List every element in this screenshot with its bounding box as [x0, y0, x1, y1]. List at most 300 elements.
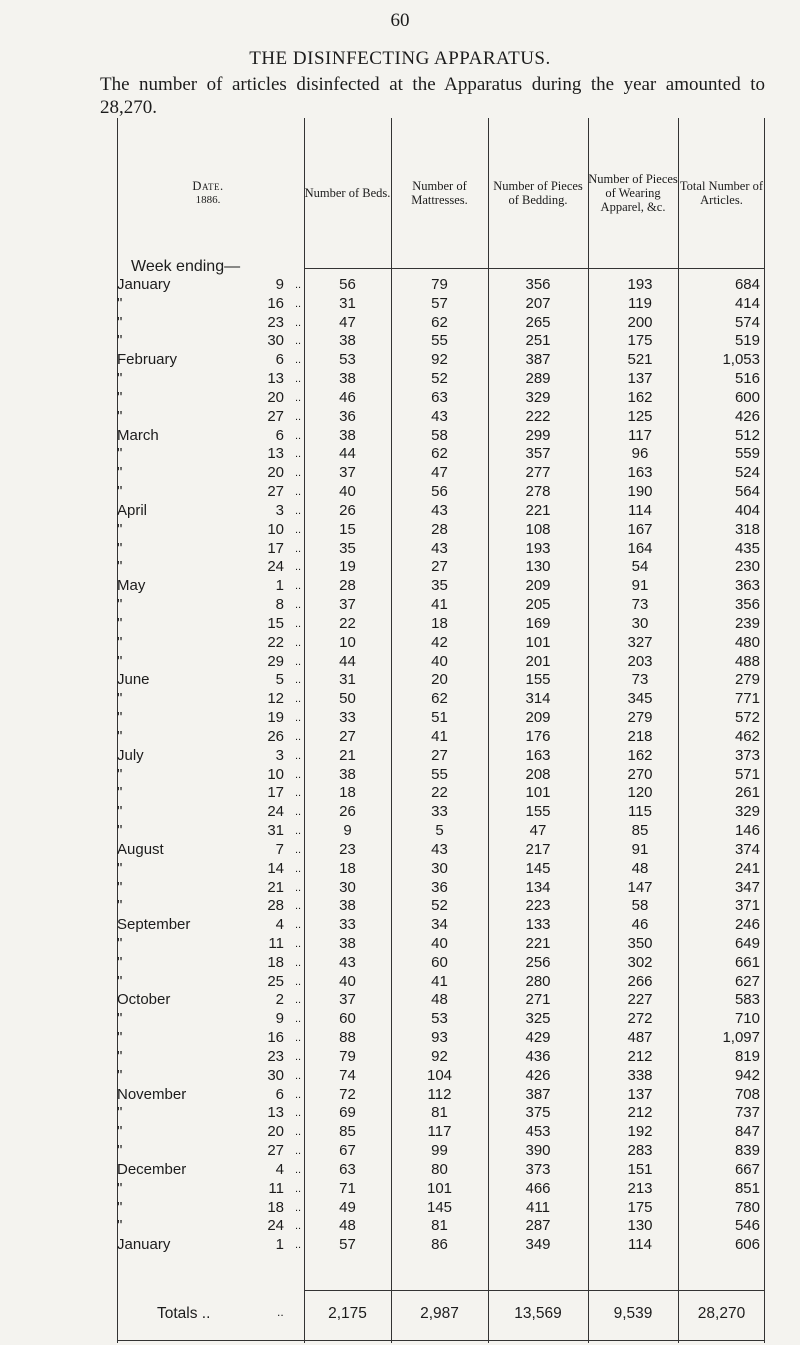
total-cell: 583	[734, 991, 760, 1009]
total-cell: 488	[734, 652, 760, 670]
page-number: 60	[390, 10, 410, 31]
mattresses-cell: 51	[431, 709, 448, 727]
table-row	[117, 728, 765, 747]
mattresses-cell: 63	[431, 388, 448, 406]
week-day: 13	[267, 370, 284, 388]
apparel-cell: 212	[627, 1047, 653, 1065]
beds-cell: 50	[339, 690, 356, 708]
leader-dots: ..	[295, 768, 302, 781]
week-day: 23	[267, 313, 284, 331]
mattresses-cell: 27	[431, 558, 448, 576]
table-row	[117, 408, 765, 427]
week-month: June	[117, 671, 150, 689]
bedding-cell: 373	[525, 1160, 551, 1178]
week-day: 4	[275, 916, 284, 934]
total-cell: 839	[734, 1142, 760, 1160]
week-day: 9	[275, 1010, 284, 1028]
week-day: 24	[267, 803, 284, 821]
bedding-cell: 201	[525, 652, 551, 670]
totals-mattresses: 2,987	[420, 1305, 459, 1322]
week-month: January	[117, 1236, 171, 1254]
week-day: 20	[267, 464, 284, 482]
week-month: January	[117, 276, 171, 293]
leader-dots: ..	[295, 749, 302, 762]
total-cell: 606	[734, 1236, 760, 1254]
mattresses-cell: 112	[427, 1085, 452, 1103]
week-day: 1	[275, 577, 284, 595]
total-cell: 404	[734, 501, 760, 519]
table-row	[117, 1086, 765, 1105]
mattresses-cell: 92	[431, 1047, 448, 1065]
total-cell: 516	[734, 370, 760, 388]
leader-dots: ..	[295, 787, 302, 800]
week-month: "	[117, 822, 123, 840]
bedding-cell: 278	[525, 483, 551, 501]
table-row	[117, 389, 765, 408]
table-row	[117, 973, 765, 992]
week-month: "	[117, 313, 123, 331]
week-ending-label: Week ending—	[131, 258, 241, 275]
apparel-cell: 163	[627, 464, 653, 482]
leader-dots: ..	[295, 410, 302, 423]
total-cell: 414	[734, 294, 760, 312]
week-month: "	[117, 332, 123, 350]
mattresses-cell: 81	[431, 1217, 448, 1235]
table-body	[117, 276, 765, 1255]
beds-cell: 74	[339, 1066, 356, 1084]
table-row	[117, 841, 765, 860]
week-day: 16	[267, 294, 284, 312]
week-day: 3	[275, 746, 284, 764]
bedding-cell: 155	[525, 803, 551, 821]
total-cell: 771	[734, 690, 760, 708]
mattresses-cell: 43	[431, 840, 448, 858]
leader-dots: ..	[295, 523, 302, 536]
beds-cell: 79	[339, 1047, 356, 1065]
apparel-cell: 338	[627, 1066, 653, 1084]
date-header-label: Date.	[192, 179, 224, 193]
total-cell: 1,053	[722, 351, 760, 369]
beds-cell: 38	[339, 765, 356, 783]
table-row	[117, 596, 765, 615]
beds-cell: 72	[339, 1085, 356, 1103]
beds-cell: 69	[339, 1104, 356, 1122]
mattresses-cell: 55	[431, 332, 448, 350]
bedding-cell: 277	[525, 464, 551, 482]
week-day: 16	[267, 1029, 284, 1047]
total-cell: 512	[734, 426, 760, 444]
apparel-cell: 272	[627, 1010, 653, 1028]
beds-cell: 88	[339, 1029, 356, 1047]
week-month: "	[117, 709, 123, 727]
week-month: "	[117, 388, 123, 406]
table-row	[117, 445, 765, 464]
bedding-cell: 193	[525, 539, 551, 557]
mattresses-cell: 117	[427, 1123, 452, 1141]
leader-dots: ..	[295, 617, 302, 630]
week-day: 6	[275, 1085, 284, 1103]
leader-dots: ..	[295, 279, 302, 291]
beds-cell: 49	[339, 1198, 356, 1216]
total-cell: 363	[734, 577, 760, 595]
leader-dots: ..	[295, 1201, 302, 1214]
leader-dots: ..	[295, 316, 302, 329]
mattresses-cell: 52	[431, 370, 448, 388]
table-row	[117, 521, 765, 540]
bedding-cell: 271	[525, 991, 551, 1009]
apparel-cell: 91	[631, 577, 649, 595]
total-cell: 524	[734, 464, 760, 482]
bedding-cell: 436	[525, 1047, 551, 1065]
apparel-cell: 192	[627, 1123, 653, 1141]
mattresses-cell: 35	[431, 577, 448, 595]
mattresses-cell: 56	[431, 483, 448, 501]
leader-dots: ..	[295, 1163, 302, 1176]
table-row	[117, 784, 765, 803]
total-cell: 708	[734, 1085, 760, 1103]
mattresses-cell: 79	[431, 276, 448, 293]
leader-dots: ..	[295, 429, 302, 442]
leader-dots: ..	[295, 712, 302, 725]
week-month: "	[117, 445, 123, 463]
total-cell: 710	[734, 1010, 760, 1028]
beds-cell: 48	[339, 1217, 356, 1235]
bedding-cell: 387	[525, 351, 551, 369]
beds-cell: 26	[339, 501, 356, 519]
total-cell: 649	[734, 934, 760, 952]
total-cell: 600	[734, 388, 760, 406]
table-row	[117, 897, 765, 916]
bedding-cell: 325	[525, 1010, 551, 1028]
week-month: July	[117, 746, 144, 764]
leader-dots: ..	[295, 467, 302, 480]
mattresses-cell: 62	[431, 690, 448, 708]
week-month: "	[117, 934, 123, 952]
table-row	[117, 464, 765, 483]
totals-label: Totals ..	[157, 1305, 211, 1322]
bedding-cell: 108	[525, 520, 551, 538]
mattresses-cell: 36	[431, 878, 448, 896]
leader-dots: ..	[295, 486, 302, 499]
week-month: "	[117, 483, 123, 501]
bedding-cell: 134	[525, 878, 551, 896]
page-title: THE DISINFECTING APPARATUS.	[249, 48, 551, 69]
apparel-cell: 350	[627, 934, 653, 952]
beds-cell: 38	[339, 370, 356, 388]
beds-cell: 67	[339, 1142, 356, 1160]
week-month: "	[117, 1179, 123, 1197]
table-row	[117, 822, 765, 841]
disinfection-table	[117, 118, 765, 1343]
total-cell: 851	[734, 1179, 760, 1197]
leader-dots: ..	[295, 373, 302, 386]
leader-dots: ..	[295, 730, 302, 743]
mattresses-cell: 42	[431, 633, 448, 651]
total-cell: 942	[734, 1066, 760, 1084]
week-month: "	[117, 464, 123, 482]
bedding-cell: 390	[525, 1142, 551, 1160]
header-underline	[304, 268, 765, 269]
week-day: 17	[267, 784, 284, 802]
leader-dots: ..	[295, 354, 302, 367]
week-day: 6	[275, 351, 284, 369]
apparel-cell: 114	[628, 1236, 652, 1254]
leader-dots: ..	[295, 448, 302, 461]
beds-cell: 18	[339, 859, 356, 877]
week-month: "	[117, 859, 123, 877]
mattresses-cell: 62	[431, 445, 448, 463]
mattresses-cell: 99	[431, 1142, 448, 1160]
apparel-column-header: Number of Pieces of Wearing Apparel, &c.	[588, 172, 678, 214]
totals-overline	[304, 1290, 765, 1291]
leader-dots: ..	[295, 975, 302, 988]
table-row	[117, 671, 765, 690]
mattresses-cell: 62	[431, 313, 448, 331]
total-cell: 546	[734, 1217, 760, 1235]
beds-cell: 27	[339, 727, 356, 745]
beds-cell: 37	[339, 991, 356, 1009]
leader-dots: ..	[295, 693, 302, 706]
week-day: 19	[267, 709, 284, 727]
total-cell: 480	[734, 633, 760, 651]
week-month: "	[117, 972, 123, 990]
beds-cell: 38	[339, 897, 356, 915]
week-day: 8	[275, 596, 284, 614]
week-month: December	[117, 1160, 187, 1178]
bedding-cell: 287	[525, 1217, 551, 1235]
week-day: 28	[267, 897, 284, 915]
mattresses-cell: 104	[426, 1066, 453, 1084]
apparel-cell: 46	[631, 916, 649, 934]
table-row	[117, 615, 765, 634]
beds-cell: 26	[339, 803, 356, 821]
leader-dots: ..	[295, 862, 302, 875]
apparel-cell: 58	[631, 897, 649, 915]
date-column-header	[117, 118, 299, 268]
week-day: 31	[267, 822, 284, 840]
apparel-cell: 147	[627, 878, 653, 896]
mattresses-cell: 86	[431, 1236, 448, 1254]
table-row	[117, 991, 765, 1010]
mattresses-cell: 41	[431, 596, 448, 614]
table-row	[117, 483, 765, 502]
table-row	[117, 1236, 765, 1255]
week-month: "	[117, 765, 123, 783]
total-cell: 241	[734, 859, 760, 877]
bedding-cell: 133	[525, 916, 551, 934]
total-cell: 374	[734, 840, 760, 858]
leader-dots: ..	[295, 1032, 302, 1045]
bedding-cell: 357	[525, 445, 551, 463]
mattresses-cell: 20	[431, 671, 448, 689]
total-cell: 239	[734, 614, 760, 632]
mattresses-cell: 34	[431, 916, 448, 934]
mattresses-cell: 43	[431, 539, 448, 557]
week-day: 29	[267, 652, 284, 670]
table-row	[117, 558, 765, 577]
total-cell: 519	[734, 332, 760, 350]
apparel-cell: 137	[627, 370, 653, 388]
bedding-cell: 163	[525, 746, 551, 764]
leader-dots: ..	[295, 1050, 302, 1063]
table-row	[117, 916, 765, 935]
week-month: "	[117, 690, 123, 708]
week-month: "	[117, 370, 123, 388]
week-month: "	[117, 1029, 123, 1047]
beds-cell: 37	[339, 464, 356, 482]
mattresses-cell: 43	[431, 501, 448, 519]
apparel-cell: 125	[627, 407, 653, 425]
beds-cell: 10	[339, 633, 356, 651]
beds-cell: 56	[339, 276, 356, 293]
mattresses-cell: 40	[431, 934, 448, 952]
week-month: "	[117, 1047, 123, 1065]
apparel-cell: 266	[627, 972, 653, 990]
apparel-cell: 117	[628, 426, 652, 444]
apparel-cell: 218	[627, 727, 653, 745]
week-day: 21	[267, 878, 284, 896]
bedding-cell: 205	[525, 596, 551, 614]
week-day: 11	[268, 934, 284, 952]
apparel-cell: 164	[627, 539, 653, 557]
week-day: 27	[267, 1142, 284, 1160]
week-day: 20	[267, 388, 284, 406]
leader-dots: ..	[295, 561, 302, 574]
total-cell: 559	[734, 445, 760, 463]
table-row	[117, 1067, 765, 1086]
beds-cell: 18	[339, 784, 356, 802]
total-cell: 661	[734, 953, 760, 971]
mattresses-cell: 5	[435, 822, 444, 840]
bedding-cell: 223	[525, 897, 551, 915]
week-month: September	[117, 916, 191, 934]
mattresses-cell: 55	[431, 765, 448, 783]
apparel-cell: 120	[627, 784, 653, 802]
beds-cell: 71	[339, 1179, 356, 1197]
leader-dots: ..	[295, 919, 302, 932]
bedding-cell: 209	[525, 577, 551, 595]
apparel-cell: 85	[631, 822, 649, 840]
intro-paragraph: The number of articles disinfected at the Apparatus during the year amounted to 28,270.	[100, 74, 765, 118]
apparel-cell: 279	[627, 709, 653, 727]
week-day: 4	[275, 1160, 284, 1178]
week-day: 5	[275, 671, 284, 689]
beds-cell: 36	[339, 407, 356, 425]
week-month: "	[117, 784, 123, 802]
beds-cell: 15	[339, 520, 356, 538]
week-day: 23	[267, 1047, 284, 1065]
total-cell: 279	[734, 671, 760, 689]
total-cell: 146	[734, 822, 760, 840]
leader-dots: ..	[295, 542, 302, 555]
leader-dots: ..	[295, 806, 302, 819]
table-row	[117, 314, 765, 333]
table-row	[117, 935, 765, 954]
bedding-cell: 169	[525, 614, 551, 632]
beds-cell: 31	[339, 294, 356, 312]
bedding-cell: 314	[525, 690, 551, 708]
apparel-cell: 30	[631, 614, 649, 632]
bedding-cell: 329	[525, 388, 551, 406]
totals-dots: ..	[277, 1305, 284, 1319]
total-cell: 261	[734, 784, 760, 802]
week-month: "	[117, 1217, 123, 1235]
apparel-cell: 137	[627, 1085, 653, 1103]
leader-dots: ..	[295, 900, 302, 913]
apparel-cell: 345	[627, 690, 653, 708]
beds-cell: 53	[339, 351, 356, 369]
beds-cell: 22	[339, 614, 356, 632]
week-day: 22	[267, 633, 284, 651]
table-row	[117, 370, 765, 389]
apparel-cell: 162	[627, 388, 653, 406]
week-day: 30	[267, 1066, 284, 1084]
week-day: 25	[267, 972, 284, 990]
beds-cell: 44	[339, 652, 356, 670]
week-month: "	[117, 1066, 123, 1084]
table-row	[117, 1010, 765, 1029]
leader-dots: ..	[295, 636, 302, 649]
bedding-cell: 299	[525, 426, 551, 444]
mattresses-column-header: Number of Mattresses.	[411, 179, 468, 207]
leader-dots: ..	[295, 1126, 302, 1139]
table-row	[117, 1029, 765, 1048]
mattresses-cell: 60	[431, 953, 448, 971]
leader-dots: ..	[295, 391, 302, 404]
totals-apparel: 9,539	[613, 1305, 653, 1322]
mattresses-cell: 58	[431, 426, 448, 444]
bedding-cell: 155	[525, 671, 551, 689]
apparel-cell: 54	[631, 558, 649, 576]
apparel-cell: 190	[627, 483, 653, 501]
table-row	[117, 1123, 765, 1142]
week-day: 11	[268, 1179, 284, 1197]
beds-cell: 9	[343, 822, 352, 840]
apparel-cell: 48	[631, 859, 649, 877]
bedding-cell: 411	[526, 1198, 550, 1216]
week-month: "	[117, 407, 123, 425]
week-month: "	[117, 652, 123, 670]
week-day: 6	[275, 426, 284, 444]
week-month: "	[117, 878, 123, 896]
beds-cell: 23	[339, 840, 356, 858]
total-cell: 230	[734, 558, 760, 576]
beds-cell: 21	[339, 746, 356, 764]
total-cell: 572	[734, 709, 760, 727]
apparel-cell: 73	[631, 596, 649, 614]
week-day: 10	[267, 765, 284, 783]
bedding-cell: 387	[525, 1085, 551, 1103]
leader-dots: ..	[295, 881, 302, 894]
bedding-cell: 207	[525, 294, 551, 312]
week-day: 26	[267, 727, 284, 745]
mattresses-cell: 40	[431, 652, 448, 670]
mattresses-cell: 33	[431, 803, 448, 821]
leader-dots: ..	[295, 1088, 302, 1101]
apparel-cell: 283	[627, 1142, 653, 1160]
apparel-cell: 130	[627, 1217, 653, 1235]
mattresses-cell: 43	[431, 407, 448, 425]
bedding-cell: 251	[525, 332, 551, 350]
total-cell: 329	[734, 803, 760, 821]
table-row	[117, 276, 765, 295]
total-cell: 847	[734, 1123, 760, 1141]
bedding-cell: 217	[525, 840, 551, 858]
week-day: 15	[267, 614, 284, 632]
year-label: 1886.	[195, 194, 221, 206]
beds-cell: 85	[339, 1123, 356, 1141]
week-day: 12	[267, 690, 284, 708]
